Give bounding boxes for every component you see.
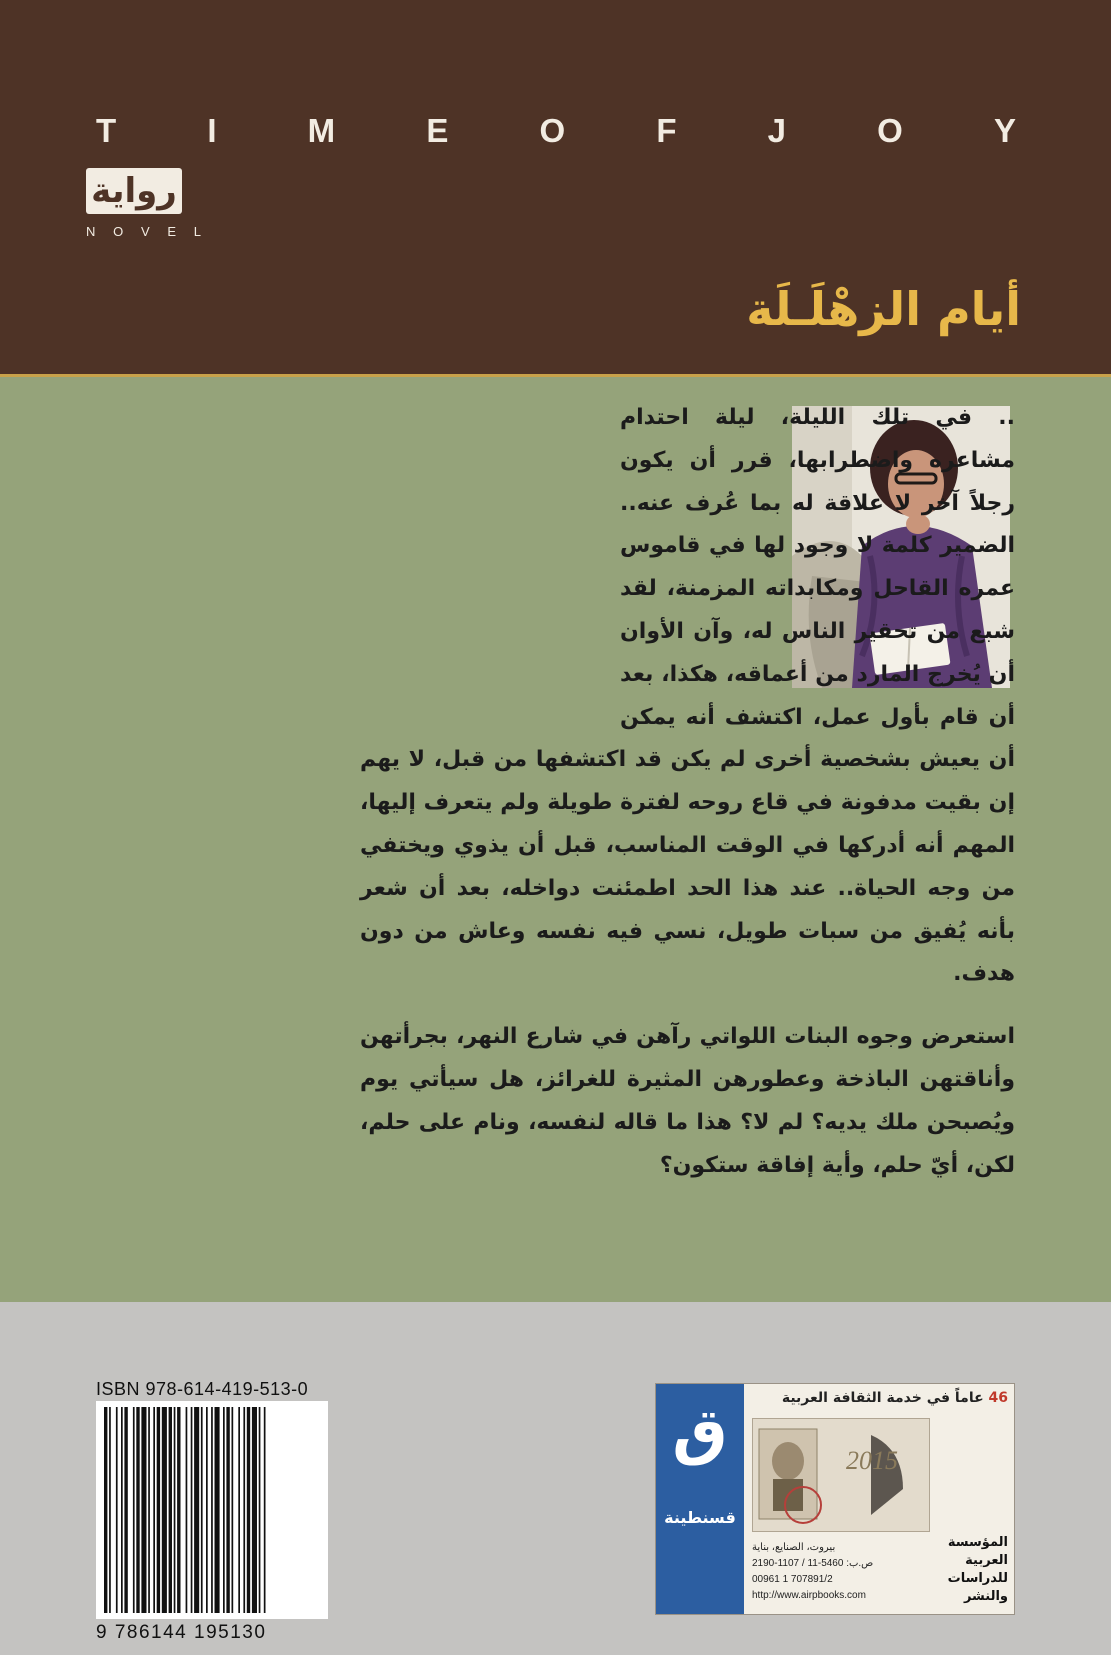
title-letter: J xyxy=(767,112,786,149)
anniversary-banner xyxy=(782,1390,1008,1406)
constantine-panel xyxy=(656,1384,744,1614)
contact-line: ص.ب: 5460-11 / 1107-2190 xyxy=(752,1558,874,1569)
publisher-name xyxy=(932,1534,1008,1606)
novel-logo xyxy=(86,168,202,248)
stamp-year: 2015 xyxy=(846,1446,898,1475)
anniversary-text: عاماً في خدمة الثقافة العربية xyxy=(781,1390,984,1406)
blurb-paragraph-2: استعرض وجوه البنات اللواتي رآهن في شارع النهر، بجرأتهن وأناقتهن الباذخة وعطورهن المثيرة للغرائز، هل سيأتي يوم ويُصبحن ملك يديه؟ لم لا؟ هذا ما قاله لنفسه، ونام على حلم، لكن، أيّ حلم، وأية إفاقة ستكون؟ xyxy=(360,1024,1015,1178)
barcode-number: 9 786144 195130 xyxy=(96,1622,267,1643)
stamp-illustration xyxy=(753,1419,929,1531)
title-letter: I xyxy=(207,112,217,149)
title-letter: M xyxy=(307,112,336,149)
contact-line: http://www.airpbooks.com xyxy=(752,1590,866,1601)
logo-letter: E xyxy=(167,224,178,239)
blurb xyxy=(360,397,1015,1187)
title-letter: O xyxy=(877,112,903,149)
english-title xyxy=(96,112,1016,150)
contact-line: 00961 1 707891/2 xyxy=(752,1574,833,1585)
publisher-badge xyxy=(655,1383,1015,1615)
stamp-image xyxy=(752,1418,930,1532)
barcode-bars xyxy=(96,1401,328,1619)
logo-letter: L xyxy=(193,224,202,239)
arabic-title: أيام الزهْلَـلَة xyxy=(746,282,1021,336)
title-letter: O xyxy=(539,112,566,149)
barcode xyxy=(96,1401,328,1619)
photo-wrap-space xyxy=(360,397,620,697)
publisher-contacts xyxy=(752,1540,928,1604)
publisher-name-line: للدراسات xyxy=(947,1571,1008,1586)
publisher-name-line: المؤسسة xyxy=(947,1535,1008,1550)
contact-line: بيروت، الصنايع، بناية xyxy=(752,1542,836,1553)
constantine-q-letter: ق xyxy=(672,1394,728,1467)
logo-subtitle xyxy=(86,224,202,239)
logo-mark: رواية xyxy=(86,168,182,214)
blurb-paragraph-1-text: .. في تلك الليلة، ليلة احتدام مشاعره واضطرابها، قرر أن يكون رجلاً آخر لا علاقة له بما عُرف عنه.. الضمير كلمة لا وجود لها في قاموس عمره القاحل ومكابداته المزمنة، لقد شبع من تحقير الناس له، وآن الأوان أن يُخرج المارد من أعماقه، هكذا، بعد أن قام بأول عمل، اكتشف أنه يمكن أن يعيش بشخصية أخرى لم يكن قد اكتشفها من قبل، لا يهم إن بقيت مدفونة في قاع روحه لفترة طويلة ولم يتعرف إليها، المهم أنه أدركها في الوقت المناسب، قبل أن يذوي ويختفي من وجه الحياة.. عند هذا الحد اطمئنت دواخله، بعد أن شعر بأنه يُفيق من سبات طويل، نسي فيه نفسه وعاش من دون هدف. xyxy=(360,405,1015,987)
publisher-name-line: والنشر xyxy=(963,1589,1008,1604)
blurb-paragraph-1 xyxy=(360,397,1015,996)
publisher-name-line: العربية xyxy=(965,1553,1008,1568)
logo-letter: N xyxy=(86,224,97,239)
logo-letter: V xyxy=(140,224,151,239)
isbn-label: ISBN 978-614-419-513-0 xyxy=(96,1379,309,1399)
title-letter: Y xyxy=(993,112,1016,149)
title-letter: E xyxy=(426,112,449,149)
title-letter: T xyxy=(96,112,117,149)
anniversary-number: 46 xyxy=(988,1390,1008,1406)
title-letter: F xyxy=(656,112,677,149)
logo-letter: O xyxy=(113,224,125,239)
constantine-city: قسنطينة xyxy=(664,1508,736,1527)
